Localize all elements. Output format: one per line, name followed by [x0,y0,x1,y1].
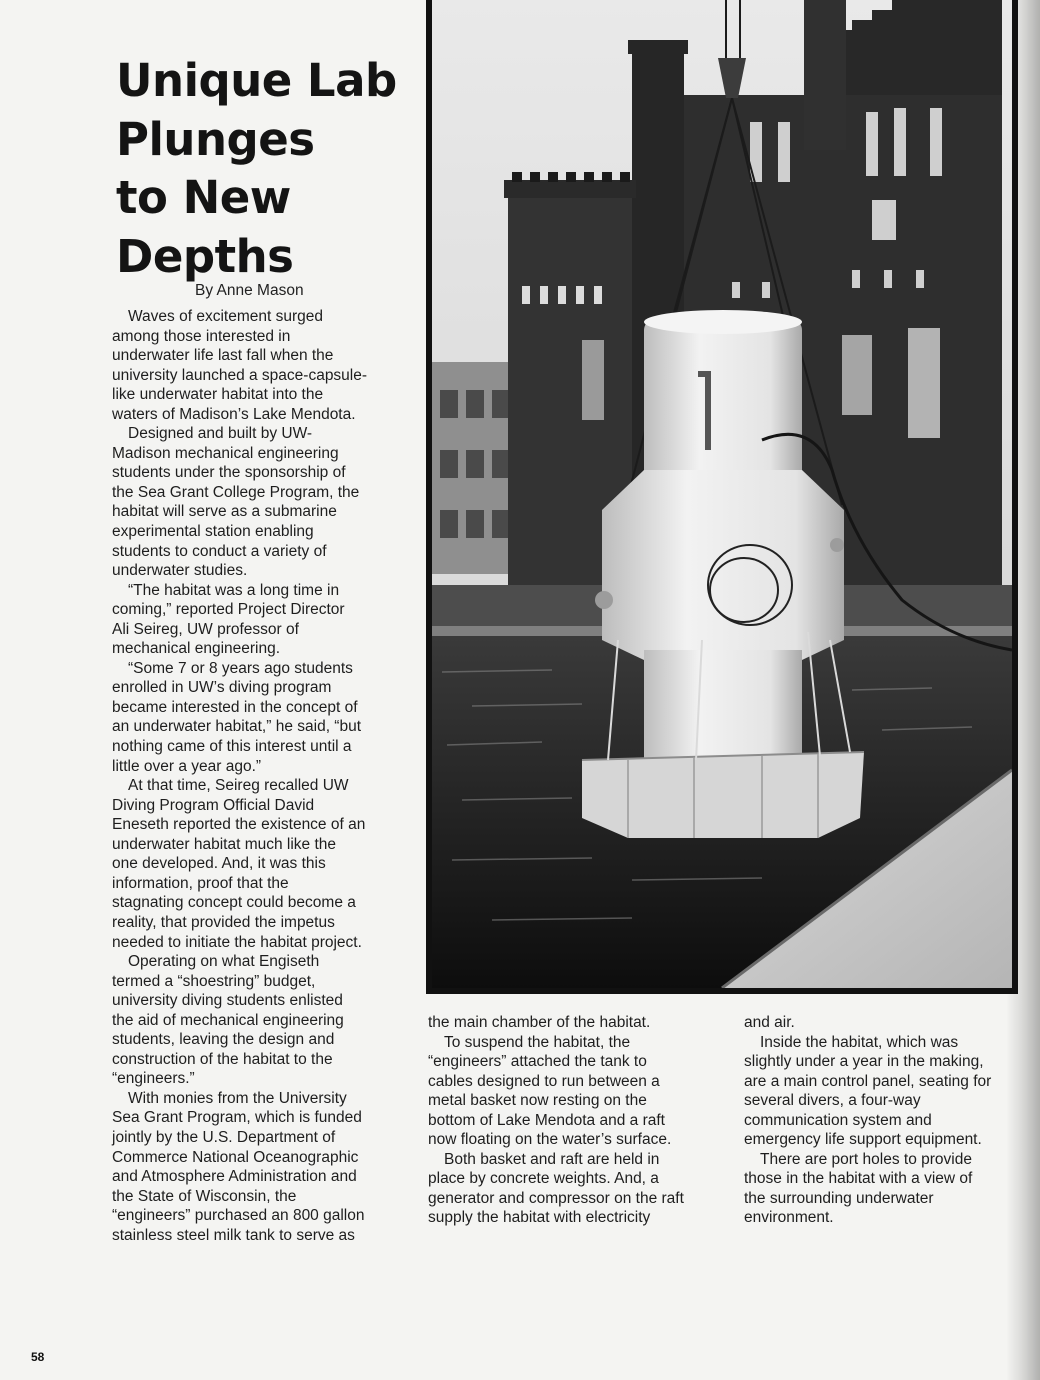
text-line: became interested in the concept of [112,698,358,716]
text-line: stainless steel milk tank to serve as [112,1226,355,1244]
text-line: nothing came of this interest until a [112,738,352,756]
text-line: Diving Program Official David [112,796,315,814]
text-line: At that time, Seireg recalled UW [128,777,349,795]
headline-line: to New [116,171,291,224]
text-line: university diving students enlisted [112,992,343,1010]
text-line: jointly by the U.S. Department of [112,1128,336,1146]
text-line: “The habitat was a long time in [128,581,340,599]
text-line: bottom of Lake Mendota and a raft [428,1111,665,1129]
text-line: reality, that provided the impetus [112,913,335,931]
text-line: needed to initiate the habitat project. [112,933,362,951]
text-line: slightly under a year in the making, [744,1053,984,1071]
text-line: Ali Seireg, UW professor of [112,620,299,638]
text-line: experimental station enabling [112,523,314,541]
text-line: are a main control panel, seating for [744,1072,992,1090]
text-line: underwater studies. [112,562,248,580]
text-line: To suspend the habitat, the [444,1033,631,1051]
text-line: generator and compressor on the raft [428,1189,684,1207]
article-column-1 [112,307,367,1245]
text-line: Designed and built by UW- [128,425,313,443]
text-line: little over a year ago.” [112,757,262,775]
text-line: the aid of mechanical engineering [112,1011,344,1029]
text-line: among those interested in [112,327,291,345]
article-column-3 [744,1013,991,1228]
text-line: waters of Madison’s Lake Mendota. [112,405,356,423]
text-line: Sea Grant Program, which is funded [112,1109,362,1127]
text-line: communication system and [744,1111,932,1129]
text-line: underwater life last fall when the [112,347,334,365]
text-line: the surrounding underwater [744,1189,934,1207]
text-line: emergency life support equipment. [744,1131,982,1149]
text-line: place by concrete weights. And, a [428,1170,659,1188]
text-line: the main chamber of the habitat. [428,1014,651,1031]
text-line: There are port holes to provide [760,1150,972,1168]
text-line: like underwater habitat into the [112,386,324,404]
habitat-photo [426,0,1018,994]
text-line: construction of the habitat to the [112,1050,333,1068]
text-line: metal basket now resting on the [428,1092,647,1110]
text-line: information, proof that the [112,874,289,892]
text-line: those in the habitat with a view of [744,1170,973,1188]
article-column-2 [428,1013,684,1228]
text-line: students, leaving the design and [112,1031,335,1049]
text-line: With monies from the University [128,1089,347,1107]
text-line: university launched a space-capsule- [112,366,368,384]
headline-line: Depths [116,229,294,283]
headline-line: Plunges [116,112,315,166]
text-line: Both basket and raft are held in [444,1150,660,1168]
text-line: mechanical engineering. [112,640,281,658]
text-line: termed a “shoestring” budget, [112,972,316,990]
byline: By Anne Mason [195,282,304,299]
text-line: Inside the habitat, which was [760,1033,959,1051]
text-line: Madison mechanical engineering [112,444,339,462]
text-line: students under the sponsorship of [112,464,346,482]
text-line: cables designed to run between a [428,1072,660,1090]
text-line: and Atmosphere Administration and [112,1168,357,1186]
text-line: underwater habitat much like the [112,835,337,853]
text-line: Operating on what Engiseth [128,953,320,971]
text-line: now floating on the water’s surface. [428,1131,672,1149]
headline [116,52,416,286]
text-line: several divers, a four-way [744,1092,921,1110]
text-line: enrolled in UW’s diving program [112,679,332,697]
text-line: environment. [744,1209,834,1227]
habitat-photo-illustration [432,0,1012,988]
text-line: “engineers” attached the tank to [428,1053,647,1071]
text-line: students to conduct a variety of [112,542,327,560]
text-line: “engineers” purchased an 800 gallon [112,1207,365,1225]
page-number: 58 [31,1350,45,1364]
text-line: stagnating concept could become a [112,894,356,912]
text-line: Waves of excitement surged [128,308,323,325]
text-line: habitat will serve as a submarine [112,503,337,521]
text-line: one developed. And, it was this [112,855,326,873]
text-line: Eneseth reported the existence of an [112,816,366,834]
text-line: Commerce National Oceanographic [112,1148,359,1166]
text-line: the State of Wisconsin, the [112,1187,297,1205]
text-line: “Some 7 or 8 years ago students [128,659,353,677]
text-line: the Sea Grant College Program, the [112,483,360,501]
text-line: supply the habitat with electricity [428,1209,651,1227]
text-line: and air. [744,1014,795,1031]
text-line: an underwater habitat,” he said, “but [112,718,362,736]
text-line: “engineers.” [112,1070,195,1088]
text-line: coming,” reported Project Director [112,601,345,619]
headline-line: Unique Lab [116,54,397,107]
